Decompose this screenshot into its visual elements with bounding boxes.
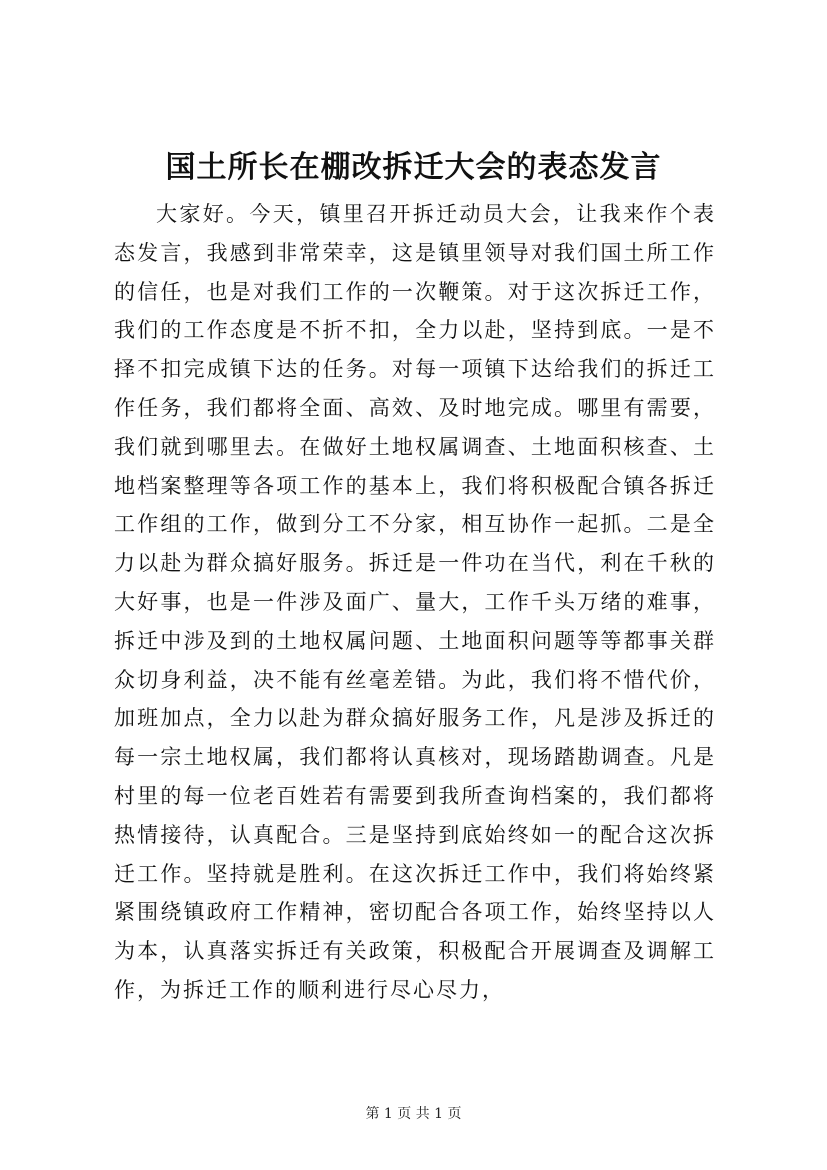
document-title: 国土所长在棚改拆迁大会的表态发言 [165, 150, 662, 185]
page-footer: 第 1 页 共 1 页 [365, 1106, 462, 1122]
document-body: 大家好。今天，镇里召开拆迁动员大会，让我来作个表态发言，我感到非常荣幸，这是镇里领导对我们国土所工作的信任，也是对我们工作的一次鞭策。对于这次拆迁工作，我们的工作态度是不折不扣，全力以赴，坚持到底。一是不择不扣完成镇下达的任务。对每一项镇下达给我们的拆迁工作任务，我们都将全面、高效、及时地完成。哪里有需要，我们就到哪里去。在做好土地权属调查、土地面积核查、土地档案整理等各项工作的基本上，我们将积极配合镇各拆迁工作组的工作，做到分工不分家，相互协作一起抓。二是全力以赴为群众搞好服务。拆迁是一件功在当代，利在千秋的大好事，也是一件涉及面广、量大，工作千头万绪的难事，拆迁中涉及到的土地权属问题、土地面积问题等等都事关群众切身利益，决不能有丝毫差错。为此，我们将不惜代价，加班加点，全力以赴为群众搞好服务工作，凡是涉及拆迁的每一宗土地权属，我们都将认真核对，现场踏勘调查。凡是村里的每一位老百姓若有需要到我所查询档案的，我们都将热情接待，认真配合。三是坚持到底始终如一的配合这次拆迁工作。坚持就是胜利。在这次拆迁工作中，我们将始终紧紧围绕镇政府工作精神，密切配合各项工作，始终坚持以人为本，认真落实拆迁有关政策，积极配合开展调查及调解工作，为拆迁工作的顺利进行尽心尽力， [114, 202, 716, 1002]
